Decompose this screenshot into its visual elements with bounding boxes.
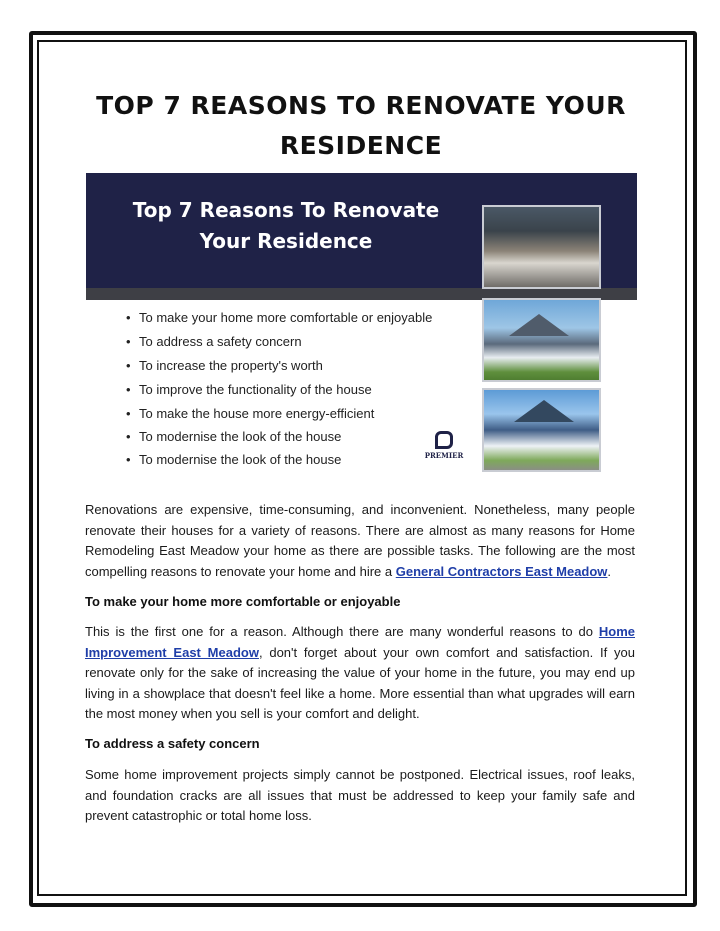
premier-logo	[424, 431, 464, 460]
list-item: • To modernise the look of the house	[126, 448, 432, 472]
house-roof-shape	[514, 400, 574, 422]
home-improvement-link[interactable]: Home Improvement East Meadow	[85, 624, 635, 660]
list-item: • To make the house more energy-efficient	[126, 402, 432, 426]
intro-paragraph	[85, 500, 635, 582]
safety-paragraph: Some home improvement projects simply cannot be postponed. Electrical issues, roof leaks, and foundation cracks are all issues that must be addressed to keep your family safe and prevent catastrophic or total home loss.	[85, 767, 635, 823]
comfort-paragraph	[85, 622, 635, 725]
list-item: • To modernise the look of the house	[126, 426, 432, 448]
banner-heading: Top 7 Reasons To Renovate Your Residence	[132, 198, 440, 253]
logo-text: PREMIER	[424, 451, 464, 460]
list-item: • To make your home more comfortable or enjoyable	[126, 306, 432, 330]
house-photo	[482, 388, 601, 472]
intro-end: .	[607, 563, 612, 579]
intro-text: Renovations are expensive, time-consuming, and inconvenient. Nonetheless, many people renovate their houses for a variety of reasons. There are almost as many reasons for Home Remodeling East Meadow your home as there are possible tasks. The following are the most compelling reasons to renovate your home and hire a	[85, 502, 635, 579]
house-photo	[482, 298, 601, 382]
list-item: • To increase the property's worth	[126, 354, 432, 378]
list-item: • To improve the functionality of the house	[126, 378, 432, 402]
general-contractors-link[interactable]: General Contractors East Meadow	[395, 563, 608, 579]
banner-image	[86, 173, 637, 483]
page-title: TOP 7 REASONS TO RENOVATE YOUR RESIDENCE	[96, 91, 626, 160]
list-item: • To address a safety concern	[126, 330, 432, 354]
patio-photo	[482, 205, 601, 289]
comfort-text-start: This is the first one for a reason. Although there are many wonderful reasons to do	[85, 624, 599, 639]
section-heading-safety: To address a safety concern	[85, 736, 260, 751]
reasons-list	[126, 306, 432, 472]
section-heading-comfort: To make your home more comfortable or enjoyable	[85, 594, 401, 609]
logo-icon	[435, 431, 453, 449]
comfort-text-rest: , don't forget about your own comfort and satisfaction. If you renovate only for the sake of increasing the value of your home in the future, you may end up living in a showplace that doesn't feel like a home. More essential than what upgrades will earn the most money when you sell is your comfort and delight.	[85, 644, 635, 721]
house-roof-shape	[509, 314, 569, 336]
